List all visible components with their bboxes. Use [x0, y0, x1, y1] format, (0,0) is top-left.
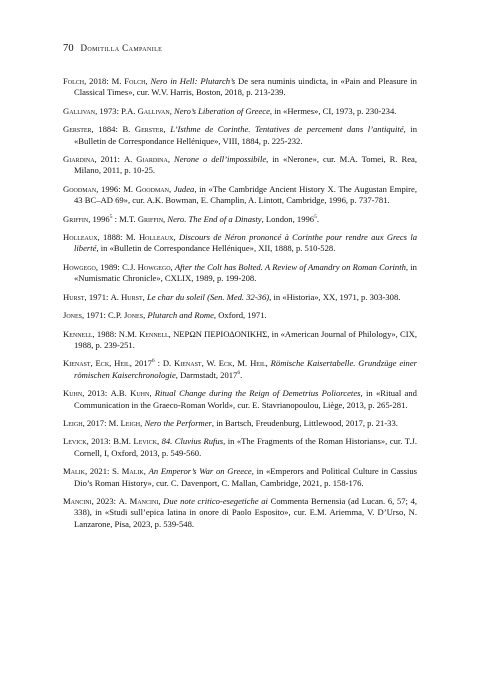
entry-author: N.M. Kennell,	[118, 328, 171, 339]
entry-title: Nero the Performer	[144, 417, 212, 428]
entry-details: , Darmstadt, 2017	[175, 369, 238, 380]
entry-details: , in «Hermes», CI, 1973, p. 230-234.	[269, 105, 397, 116]
entry-author: P.A. Gallivan,	[121, 105, 172, 116]
entry-details: , in «Emperors and Political Culture in Cassius Dio’s Roman History», cur. C. Davenport, C. Mallan, Cambridge, 2021, p. 158-176.	[74, 466, 418, 488]
entry-title: 84. Cluvius Rufus	[161, 436, 224, 447]
entry-author: A.B. Kuhn,	[110, 388, 152, 399]
bibliography-entry	[63, 106, 417, 117]
bibliography-entry	[63, 262, 417, 285]
bibliography-entry	[63, 124, 417, 147]
entry-key: Kennell, 1988:	[63, 328, 117, 339]
entry-title: Discours de Néron prononcé à Corinthe pour rendre aux Grecs la liberté	[74, 232, 418, 254]
entry-details: De sera numinis uindicta, in «Pain and Pleasure in Classical Times», cur. W.V. Harris, Boston, 2018, p. 213-239.	[74, 76, 417, 98]
entry-key: Malik, 2021:	[63, 466, 110, 477]
entry-key: Giardina, 2011:	[63, 154, 120, 165]
entry-author: A. Giardina,	[123, 154, 170, 165]
bibliography-entry	[63, 436, 417, 459]
bibliography-entry	[63, 496, 417, 530]
entry-details: , in «Bulletin de Correspondance Hellénique», VIII, 1884, p. 225-232.	[74, 124, 417, 146]
entry-key: Howgego, 1989:	[63, 261, 120, 272]
entry-edition-superscript: 5	[314, 213, 317, 220]
entry-author: C.P. Jones,	[108, 310, 146, 321]
entry-author: A. Hurst,	[110, 291, 145, 302]
bibliography-entry	[63, 358, 417, 381]
entry-key: Gerster, 1884:	[63, 124, 118, 135]
entry-edition-superscript: 6	[237, 369, 241, 376]
running-author: Domitilla Campanile	[80, 43, 163, 53]
entry-details: , in «Nerone», cur. M.A. Tomei, R. Rea, Milano, 2011, p. 10-25.	[74, 154, 417, 176]
entry-details: , in «The Fragments of the Roman Historians», cur. T.J. Cornell, I, Oxford, 2013, p. 549-560.	[74, 436, 417, 458]
entry-title: Plutarch and Rome	[147, 310, 214, 321]
page-number: 70	[63, 43, 74, 54]
entry-title: Nero in Hell: Plutarch’s	[150, 76, 236, 86]
entry-key: Griffin, 1996	[63, 213, 110, 224]
entry-author: B.M. Levick,	[113, 436, 160, 447]
entry-key: Folch, 2018:	[63, 76, 109, 86]
entry-details: , in «Historia», XX, 1971, p. 303-308.	[269, 291, 401, 302]
bibliography-entry	[63, 154, 417, 177]
entry-key: Kuhn, 2013:	[63, 388, 108, 399]
entry-author: C.J. Howgego,	[122, 261, 173, 272]
entry-author: M. Holleaux,	[125, 232, 176, 243]
entry-author: S. Malik,	[112, 466, 146, 477]
entry-key: Jones, 1971:	[63, 310, 106, 321]
entry-details: , in «The Cambridge Ancient History X. The Augustan Empire, 43 BC–AD 69», cur. A.K. Bowman, E. Champlin, A. Lintott, Cambridge, 1996, p. 737-781.	[74, 183, 417, 206]
bibliography-entry	[63, 214, 417, 225]
bibliography-entry	[63, 310, 417, 321]
bibliography-entry	[63, 466, 417, 489]
entry-author: : M.T. Griffin,	[114, 213, 166, 224]
entry-title: After the Colt has Bolted. A Review of Amandry on Roman Corinth	[174, 261, 406, 272]
bibliography-entry	[63, 76, 417, 99]
entry-title: Ritual Change during the Reign of Demetrius Poliorcetes	[154, 388, 361, 399]
entry-title: Judea	[173, 183, 195, 194]
entry-author: M. Leigh,	[108, 417, 143, 428]
entry-key: Gallivan, 1973:	[63, 105, 119, 116]
entry-key: Kienast, Eck, Heil, 2017	[63, 358, 152, 369]
entry-details: , in «Bulletin de Correspondance Hellénique», XII, 1888, p. 510-528.	[96, 243, 336, 254]
entry-key: Goodman, 1996:	[63, 183, 121, 194]
entry-title: Römische Kaisertabelle. Grundzüge einer römischen Kaiserchronologie	[74, 358, 418, 380]
entry-key: Hurst, 1971:	[63, 291, 109, 302]
entry-details: Commenta Bernensia (ad Lucan. 6, 57; 4, 338), in «Studi sull’epica latina in onore di Paolo Esposito», cur. E.M. Ariemma, V. D’Urso, N. Lanzarone, Pisa, 2023, p. 539-548.	[74, 495, 418, 529]
entry-key: Leigh, 2017:	[63, 417, 107, 428]
entry-title: An Emperor’s War on Greece	[148, 466, 252, 477]
bibliography-entry	[63, 184, 417, 207]
bibliography-entry	[63, 232, 417, 255]
entry-details: , Oxford, 1971.	[213, 310, 267, 321]
entry-key: Levick, 2013:	[63, 436, 111, 447]
entry-author: M. Folch,	[111, 76, 148, 86]
bibliography-entry	[63, 329, 417, 352]
entry-end: .	[316, 213, 319, 224]
entry-details: ΝΕΡΩΝ ΠΕΡΙΟΔΟΝΙΚΗΣ, in «American Journal of Philology», CIX, 1988, p. 239-251.	[74, 328, 418, 350]
entry-title: Le char du soleil (Sen. Med. 32-36)	[146, 291, 270, 302]
entry-key-superscript: 5	[109, 213, 113, 220]
entry-title: L’Isthme de Corinthe. Tentatives de percement dans l’antiquité	[170, 124, 404, 135]
entry-author: : D. Kienast, W. Eck, M. Heil,	[157, 358, 268, 369]
running-header	[63, 43, 162, 54]
bibliography-entry	[63, 418, 417, 429]
entry-title: Due note critico-esegetiche ai	[163, 495, 268, 506]
bibliography-entry	[63, 388, 417, 411]
entry-title: Nero. The End of a Dinasty	[167, 213, 262, 224]
bibliography-entry	[63, 292, 417, 303]
entry-details: , in «Numismatic Chronicle», CXLIX, 1989, p. 199-208.	[74, 261, 417, 284]
entry-title: Nero’s Liberation of Greece	[174, 105, 270, 116]
entry-details: , in Bartsch, Freudenburg, Littlewood, 2017, p. 21-33.	[211, 417, 398, 428]
entry-author: B. Gerster,	[122, 124, 166, 135]
entry-end: .	[240, 369, 243, 380]
entry-author: M. Goodman,	[123, 183, 172, 194]
entry-key: Mancini, 2023:	[63, 495, 117, 506]
bibliography-list	[63, 76, 417, 537]
entry-key-superscript: 6	[151, 358, 155, 365]
entry-details: , in «Ritual and Communication in the Graeco-Roman World», cur. E. Stavrianopoulou, Liège, 2013, p. 265-281.	[74, 388, 417, 410]
entry-author: A. Mancini,	[118, 495, 161, 506]
entry-key: Holleaux, 1888:	[63, 232, 123, 243]
entry-title: Nerone o dell’impossibile	[173, 154, 267, 165]
entry-details: , London, 1996	[261, 213, 315, 224]
